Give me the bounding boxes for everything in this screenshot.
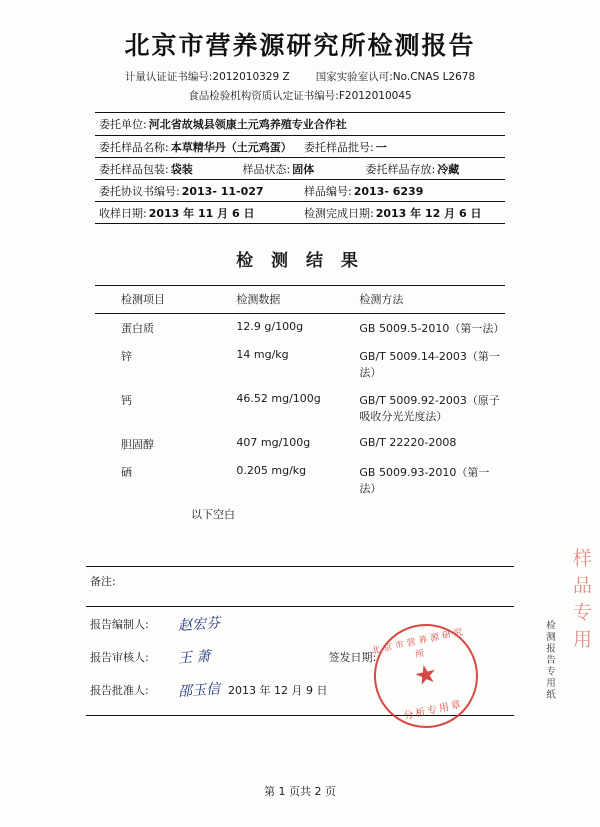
label-batch: 委托样品批号: [304, 140, 374, 154]
label-state: 样品状态: [242, 162, 291, 176]
value-receive-date: 2013 年 11 月 6 日 [148, 206, 255, 220]
info-cell-packaging [95, 161, 239, 177]
cell-item: 硒 [121, 466, 132, 479]
lab-accred-value: No.CNAS L2678 [392, 71, 476, 83]
table-row [95, 386, 505, 430]
cell-item: 钙 [121, 394, 132, 407]
cell-item: 锌 [121, 350, 132, 363]
info-row [95, 135, 505, 157]
remark-section [86, 566, 514, 589]
value-sample-no: 2013- 6239 [353, 184, 424, 198]
info-cell-sample-name [95, 139, 300, 155]
client-info-table [95, 112, 505, 224]
table-row [95, 342, 505, 386]
cell-data: 46.52 mg/100g [236, 392, 321, 405]
cell-data: 12.9 g/100g [236, 320, 304, 333]
label-storage: 委托样品存放: [365, 162, 436, 176]
info-cell-batch [300, 139, 505, 155]
signature-reviewer: 王 萧 [177, 648, 212, 667]
page-title: 北京市营养源研究所检测报告 [124, 31, 476, 60]
value-issue-date: 2013 年 12 月 9 日 [228, 683, 328, 697]
table-row [95, 314, 505, 343]
info-cell-sample-no [300, 183, 505, 199]
seal-bottom-text: 分析专用章 [402, 699, 464, 723]
column-header-item: 检测项目 [95, 286, 234, 314]
value-storage: 冷藏 [437, 162, 460, 176]
value-batch: 一 [375, 140, 387, 154]
cell-method: GB/T 5009.92-2003（原子吸收分光光度法） [359, 394, 500, 423]
info-cell-complete-date [300, 205, 505, 221]
side-red-stamp: 样品专用 [570, 548, 592, 656]
info-row [95, 113, 505, 135]
certification-line [0, 69, 600, 84]
results-table-wrap [95, 285, 505, 522]
label-packaging: 委托样品包装: [99, 162, 169, 176]
label-issue-date: 签发日期: [328, 650, 377, 664]
label-preparer: 报告编制人: [90, 617, 149, 631]
value-client: 河北省故城县领康土元鸡养殖专业合作社 [148, 118, 347, 131]
cell-method: GB/T 22220-2008 [359, 436, 457, 449]
info-cell-receive-date [95, 205, 300, 221]
info-row [95, 157, 505, 179]
cell-method: GB/T 5009.14-2003（第一法） [359, 350, 500, 379]
label-complete-date: 检测完成日期: [304, 206, 374, 220]
seal-star-icon: ★ [411, 658, 441, 693]
cell-item: 蛋白质 [121, 322, 154, 335]
value-state: 固体 [292, 162, 315, 176]
table-header-row [95, 286, 505, 314]
value-sample-name: 本草精华丹（土元鸡蛋） [170, 140, 292, 154]
results-heading: 检 测 结 果 [236, 251, 364, 271]
cell-data: 0.205 mg/kg [236, 464, 307, 477]
seal-top-text: 北京市营养源研究所 [370, 626, 467, 661]
info-cell-agreement-no [95, 183, 300, 199]
food-cert-label: 食品检验机构资质认定证书编号: [188, 90, 339, 102]
remark-label: 备注: [90, 575, 116, 588]
table-row [95, 458, 505, 502]
label-client: 委托单位: [99, 118, 147, 131]
value-complete-date: 2013 年 12 月 6 日 [375, 206, 482, 220]
page-footer: 第 1 页共 2 页 [264, 785, 336, 798]
signature-preparer: 赵宏芬 [177, 614, 221, 634]
column-header-data: 检测数据 [234, 286, 357, 314]
cell-method: GB 5009.5-2010（第一法） [359, 322, 505, 335]
results-table [95, 285, 505, 502]
signature-approver: 邵玉信 [177, 680, 221, 700]
info-row [95, 179, 505, 201]
cell-data: 14 mg/kg [236, 348, 289, 361]
info-cell-state [239, 161, 362, 177]
label-reviewer: 报告审核人: [90, 650, 149, 664]
label-receive-date: 收样日期: [99, 206, 147, 220]
label-sample-name: 委托样品名称: [99, 140, 169, 154]
end-of-results-note: 以下空白 [191, 508, 235, 521]
cell-data: 407 mg/100g [236, 436, 311, 449]
info-row [95, 201, 505, 223]
label-approver: 报告批准人: [90, 683, 149, 697]
cert-no-label: 计量认证证书编号: [124, 71, 213, 83]
value-agreement-no: 2013- 11-027 [181, 184, 264, 198]
cell-method: GB 5009.93-2010（第一法） [359, 466, 490, 495]
food-cert-value: F2012010045 [338, 90, 412, 102]
side-vertical-note: 检测报告专用纸 [544, 620, 555, 701]
table-row [95, 430, 505, 458]
cert-no-value: 2012010329 Z [212, 71, 290, 83]
label-agreement-no: 委托协议书编号: [99, 184, 180, 198]
info-cell-storage [362, 161, 506, 177]
info-cell-client [95, 116, 505, 132]
food-cert-line [0, 88, 600, 103]
column-header-method: 检测方法 [357, 286, 505, 314]
label-sample-no: 样品编号: [304, 184, 352, 198]
lab-accred-label: 国家实验室认可: [315, 71, 393, 83]
value-packaging: 袋装 [170, 162, 193, 176]
cell-item: 胆固醇 [121, 438, 154, 451]
